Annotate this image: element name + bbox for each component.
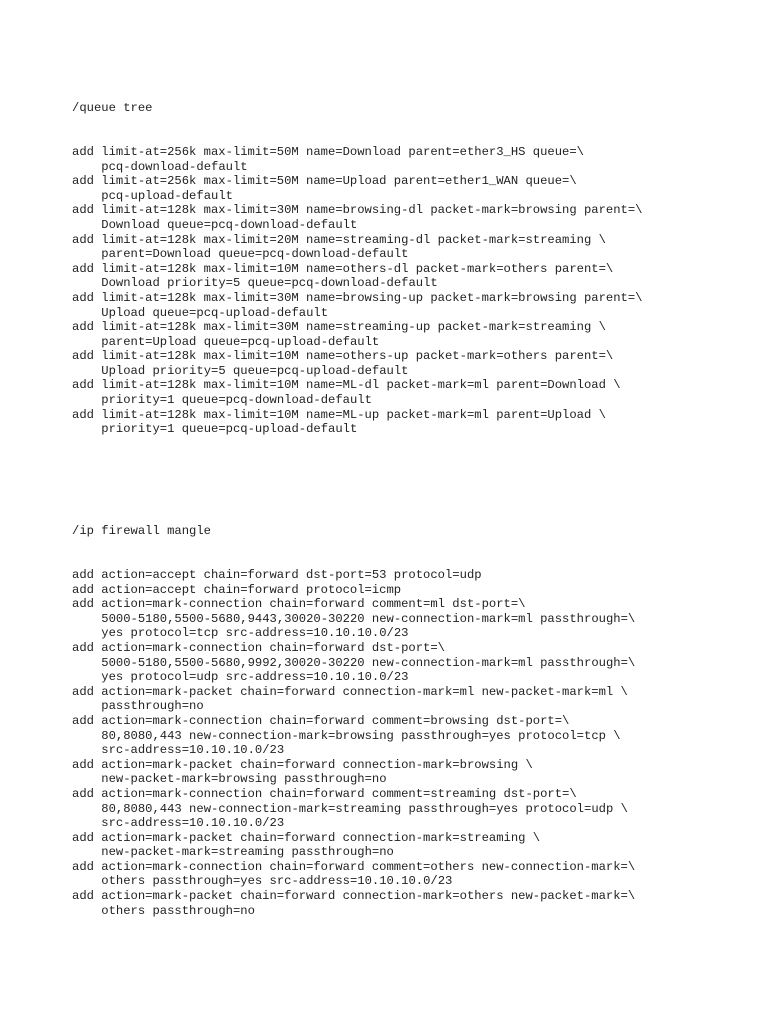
section-header-queue-tree: /queue tree xyxy=(72,101,153,116)
code-continuation-line: new-packet-mark=browsing passthrough=no xyxy=(101,772,387,787)
code-continuation-line: yes protocol=tcp src-address=10.10.10.0/23 xyxy=(101,626,409,641)
code-line: add limit-at=128k max-limit=10M name=others-dl packet-mark=others parent=\ xyxy=(72,261,614,276)
firewall-mangle-lines xyxy=(72,568,732,918)
code-continuation-line: src-address=10.10.10.0/23 xyxy=(101,816,285,831)
code-line: add limit-at=256k max-limit=50M name=Upload parent=ether1_WAN queue=\ xyxy=(72,174,577,189)
code-line: add action=mark-connection chain=forward comment=browsing dst-port=\ xyxy=(72,713,570,728)
code-continuation-line: parent=Upload queue=pcq-upload-default xyxy=(101,334,380,349)
code-line: add limit-at=128k max-limit=10M name=ML-up packet-mark=ml parent=Upload \ xyxy=(72,407,606,422)
code-line: add action=mark-connection chain=forward comment=streaming dst-port=\ xyxy=(72,786,577,801)
code-line: add limit-at=128k max-limit=10M name=ML-dl packet-mark=ml parent=Download \ xyxy=(72,378,621,393)
code-continuation-line: Download priority=5 queue=pcq-download-default xyxy=(101,276,438,291)
section-header-firewall-mangle: /ip firewall mangle xyxy=(72,524,211,539)
code-line: add limit-at=256k max-limit=50M name=Download parent=ether3_HS queue=\ xyxy=(72,144,584,159)
code-continuation-line: Upload priority=5 queue=pcq-upload-default xyxy=(101,363,409,378)
code-continuation-line: priority=1 queue=pcq-download-default xyxy=(101,393,372,408)
code-continuation-line: src-address=10.10.10.0/23 xyxy=(101,743,285,758)
code-continuation-line: priority=1 queue=pcq-upload-default xyxy=(101,422,358,437)
code-continuation-line: 80,8080,443 new-connection-mark=browsing passthrough=yes protocol=tcp \ xyxy=(101,728,621,743)
code-line: add limit-at=128k max-limit=30M name=browsing-dl packet-mark=browsing parent=\ xyxy=(72,203,643,218)
code-line: add action=accept chain=forward protocol=icmp xyxy=(72,582,402,597)
code-continuation-line: pcq-upload-default xyxy=(101,188,233,203)
code-line: add action=mark-packet chain=forward connection-mark=streaming \ xyxy=(72,830,541,845)
code-continuation-line: pcq-download-default xyxy=(101,159,248,174)
code-continuation-line: Upload queue=pcq-upload-default xyxy=(101,305,329,320)
code-continuation-line: new-packet-mark=streaming passthrough=no xyxy=(101,845,394,860)
code-line: add action=mark-connection chain=forward comment=others new-connection-mark=\ xyxy=(72,859,636,874)
code-line: add limit-at=128k max-limit=20M name=streaming-dl packet-mark=streaming \ xyxy=(72,232,606,247)
document-page xyxy=(72,72,732,947)
code-line: add action=mark-connection chain=forward comment=ml dst-port=\ xyxy=(72,597,526,612)
code-continuation-line: passthrough=no xyxy=(101,699,204,714)
code-line: add action=mark-packet chain=forward connection-mark=ml new-packet-mark=ml \ xyxy=(72,684,628,699)
queue-tree-section xyxy=(72,72,732,466)
code-continuation-line: Download queue=pcq-download-default xyxy=(101,217,358,232)
code-continuation-line: 5000-5180,5500-5680,9443,30020-30220 new-connection-mark=ml passthrough=\ xyxy=(101,611,636,626)
code-continuation-line: yes protocol=udp src-address=10.10.10.0/23 xyxy=(101,670,409,685)
code-line: add action=mark-connection chain=forward dst-port=\ xyxy=(72,640,445,655)
code-line: add limit-at=128k max-limit=30M name=browsing-up packet-mark=browsing parent=\ xyxy=(72,290,643,305)
code-continuation-line: others passthrough=yes src-address=10.10.10.0/23 xyxy=(101,874,453,889)
firewall-mangle-section xyxy=(72,495,732,947)
code-line: add limit-at=128k max-limit=30M name=streaming-up packet-mark=streaming \ xyxy=(72,320,606,335)
queue-tree-lines xyxy=(72,145,732,437)
code-continuation-line: 5000-5180,5500-5680,9992,30020-30220 new-connection-mark=ml passthrough=\ xyxy=(101,655,636,670)
code-continuation-line: others passthrough=no xyxy=(101,903,255,918)
code-line: add action=mark-packet chain=forward connection-mark=others new-packet-mark=\ xyxy=(72,889,636,904)
code-line: add action=mark-packet chain=forward connection-mark=browsing \ xyxy=(72,757,533,772)
code-line: add action=accept chain=forward dst-port=53 protocol=udp xyxy=(72,568,482,582)
section-spacer xyxy=(72,466,732,495)
code-continuation-line: 80,8080,443 new-connection-mark=streaming passthrough=yes protocol=udp \ xyxy=(101,801,628,816)
code-line: add limit-at=128k max-limit=10M name=others-up packet-mark=others parent=\ xyxy=(72,349,614,364)
code-continuation-line: parent=Download queue=pcq-download-default xyxy=(101,247,409,262)
